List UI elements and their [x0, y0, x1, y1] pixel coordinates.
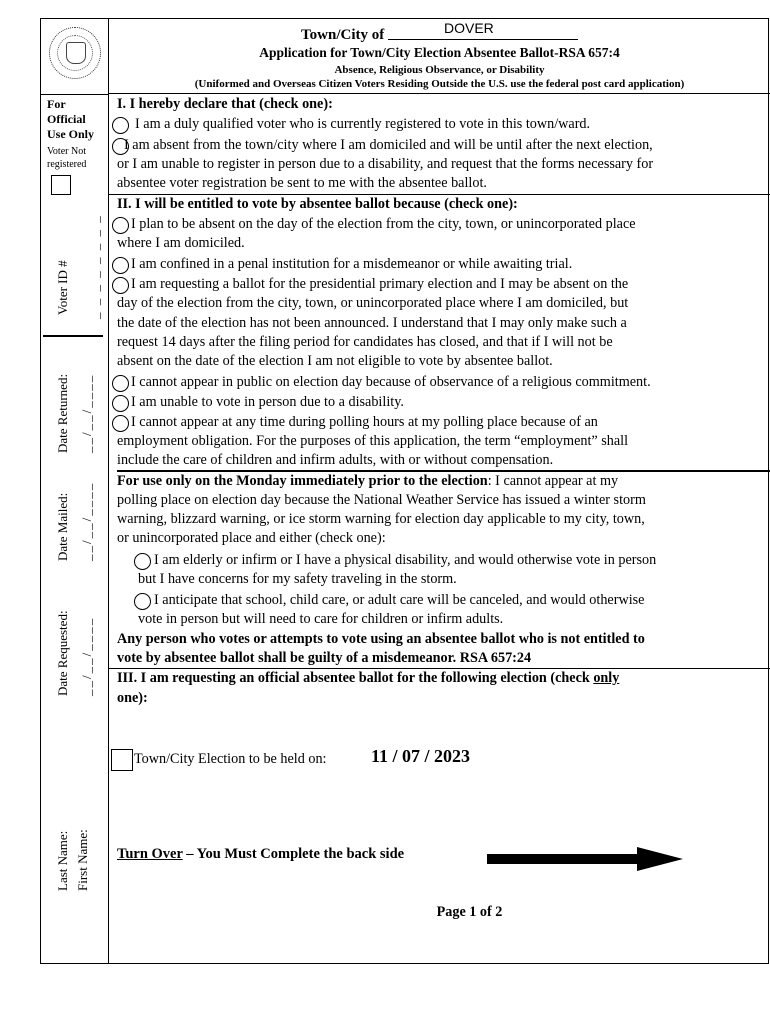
- weather-l2: polling place on election day because the National Weather Service has issued a winter storm: [117, 492, 646, 508]
- weather-childcare-l2: vote in person but will need to care for children or infirm adults.: [138, 611, 504, 627]
- town-seal-icon: [49, 27, 101, 79]
- reason-primary-radio[interactable]: [112, 277, 129, 294]
- reason-religious: I cannot appear in public on election day because of observance of a religious commitment.: [131, 374, 651, 390]
- weather-childcare-l1: I anticipate that school, child care, or adult care will be canceled, and would otherwise: [154, 592, 645, 608]
- reason-primary-l4: request 14 days after the filing period for candidates has closed, and that if I will not be: [117, 334, 613, 350]
- section-1-heading: I. I hereby declare that (check one):: [117, 96, 333, 112]
- reason-confined-radio[interactable]: [112, 257, 129, 274]
- first-name-label: First Name:: [75, 829, 90, 891]
- weather-l1: For use only on the Monday immediately prior to the election: I cannot appear at my: [117, 473, 619, 489]
- absentee-ballot-form: [40, 18, 769, 964]
- reason-primary-l2: day of the election from the city, town, or unincorporated place where I am domiciled, but: [117, 295, 629, 311]
- reason-primary-l3: the date of the election has not been announced. I understand that I may only make such a: [117, 315, 627, 331]
- reason-employment-l3: include the care of children and infirm adults, with or without compensation.: [117, 452, 554, 468]
- weather-elderly-l1: I am elderly or infirm or I have a physical disability, and would otherwise vote in person: [154, 552, 657, 568]
- last-name-label: Last Name:: [55, 830, 70, 891]
- reason-absent-radio[interactable]: [112, 217, 129, 234]
- uocava-note: (Uniformed and Overseas Citizen Voters Residing Outside the U.S. use the federal post card application): [194, 78, 685, 90]
- reason-religious-radio[interactable]: [112, 375, 129, 392]
- reason-employment-radio[interactable]: [112, 415, 129, 432]
- section-1-option-1-radio[interactable]: [112, 117, 129, 134]
- section-2-heading: II. I will be entitled to vote by absentee ballot because (check one):: [117, 196, 518, 212]
- section-3-heading-l2: one):: [117, 690, 148, 706]
- voter-id-label: Voter ID #: [55, 260, 70, 315]
- reason-disability-radio[interactable]: [112, 395, 129, 412]
- right-arrow-icon: [487, 847, 683, 871]
- page-number: Page 1 of 2: [436, 904, 503, 920]
- voter-id-blank: _ _ _ _ _ _ _ _: [87, 214, 102, 319]
- section-1-option-2-l1: I am absent from the town/city where I am domiciled and will be until after the next election,: [124, 137, 653, 153]
- town-name-field[interactable]: DOVER: [388, 25, 578, 40]
- section-1-option-1: I am a duly qualified voter who is currently registered to vote in this town/ward.: [135, 116, 591, 132]
- reasons-subtitle: Absence, Religious Observance, or Disability: [334, 64, 545, 76]
- date-mailed-label: Date Mailed:: [55, 492, 70, 561]
- reason-employment-l2: employment obligation. For the purposes of this application, the term “employment” shall: [117, 433, 629, 449]
- weather-l3: warning, blizzard warning, or ice storm warning for election day applicable to my city, town,: [117, 511, 645, 527]
- section-3-heading: III. I am requesting an official absentee ballot for the following election (check only: [117, 670, 620, 686]
- town-election-label: Town/City Election to be held on:: [134, 751, 327, 767]
- misdemeanor-warning-l1: Any person who votes or attempts to vote using an absentee ballot who is not entitled to: [117, 631, 645, 647]
- application-title: Application for Town/City Election Absentee Ballot-RSA 657:4: [259, 45, 620, 60]
- town-election-checkbox[interactable]: [111, 749, 133, 771]
- date-returned-label: Date Returned:: [55, 373, 70, 453]
- date-mailed-blank: __/__/____: [79, 481, 94, 561]
- reason-primary-l1: I am requesting a ballot for the presidential primary election and I may be absent on the: [131, 276, 629, 292]
- reason-employment-l1: I cannot appear at any time during polling hours at my polling place because of an: [131, 414, 598, 430]
- form-content: [109, 19, 770, 963]
- voter-not-registered-label: Voter Not registered: [47, 146, 87, 170]
- reason-disability: I am unable to vote in person due to a disability.: [131, 394, 404, 410]
- voter-not-registered-checkbox[interactable]: [51, 175, 71, 195]
- form-header: [109, 19, 770, 94]
- misdemeanor-warning-l2: vote by absentee ballot shall be guilty of a misdemeanor. RSA 657:24: [117, 650, 532, 666]
- weather-elderly-radio[interactable]: [134, 553, 151, 570]
- reason-absent-l1: I plan to be absent on the day of the election from the city, town, or unincorporated place: [131, 216, 636, 232]
- date-requested-blank: __/__/____: [79, 616, 94, 696]
- town-title: Town/City of DOVER: [109, 25, 770, 44]
- official-use-heading: For Official Use Only: [47, 97, 95, 141]
- weather-l4: or unincorporated place and either (check one):: [117, 530, 386, 546]
- reason-absent-l2: where I am domiciled.: [117, 235, 245, 251]
- official-use-column: [41, 19, 109, 963]
- reason-confined: I am confined in a penal institution for a misdemeanor or while awaiting trial.: [131, 256, 573, 272]
- turn-over-note: Turn Over – You Must Complete the back side: [117, 846, 405, 862]
- election-date: 11 / 07 / 2023: [371, 746, 471, 766]
- date-requested-label: Date Requested:: [55, 610, 70, 696]
- weather-elderly-l2: but I have concerns for my safety traveling in the storm.: [138, 571, 457, 587]
- reason-primary-l5: absent on the date of the election I am not eligible to vote by absentee ballot.: [117, 353, 553, 369]
- section-1-option-2-l3: absentee voter registration be sent to me with the absentee ballot.: [117, 175, 487, 191]
- date-returned-blank: __/__/____: [79, 373, 94, 453]
- section-1-option-2-l2: or I am unable to register in person due to a disability, and request that the forms necessary for: [117, 156, 654, 172]
- weather-childcare-radio[interactable]: [134, 593, 151, 610]
